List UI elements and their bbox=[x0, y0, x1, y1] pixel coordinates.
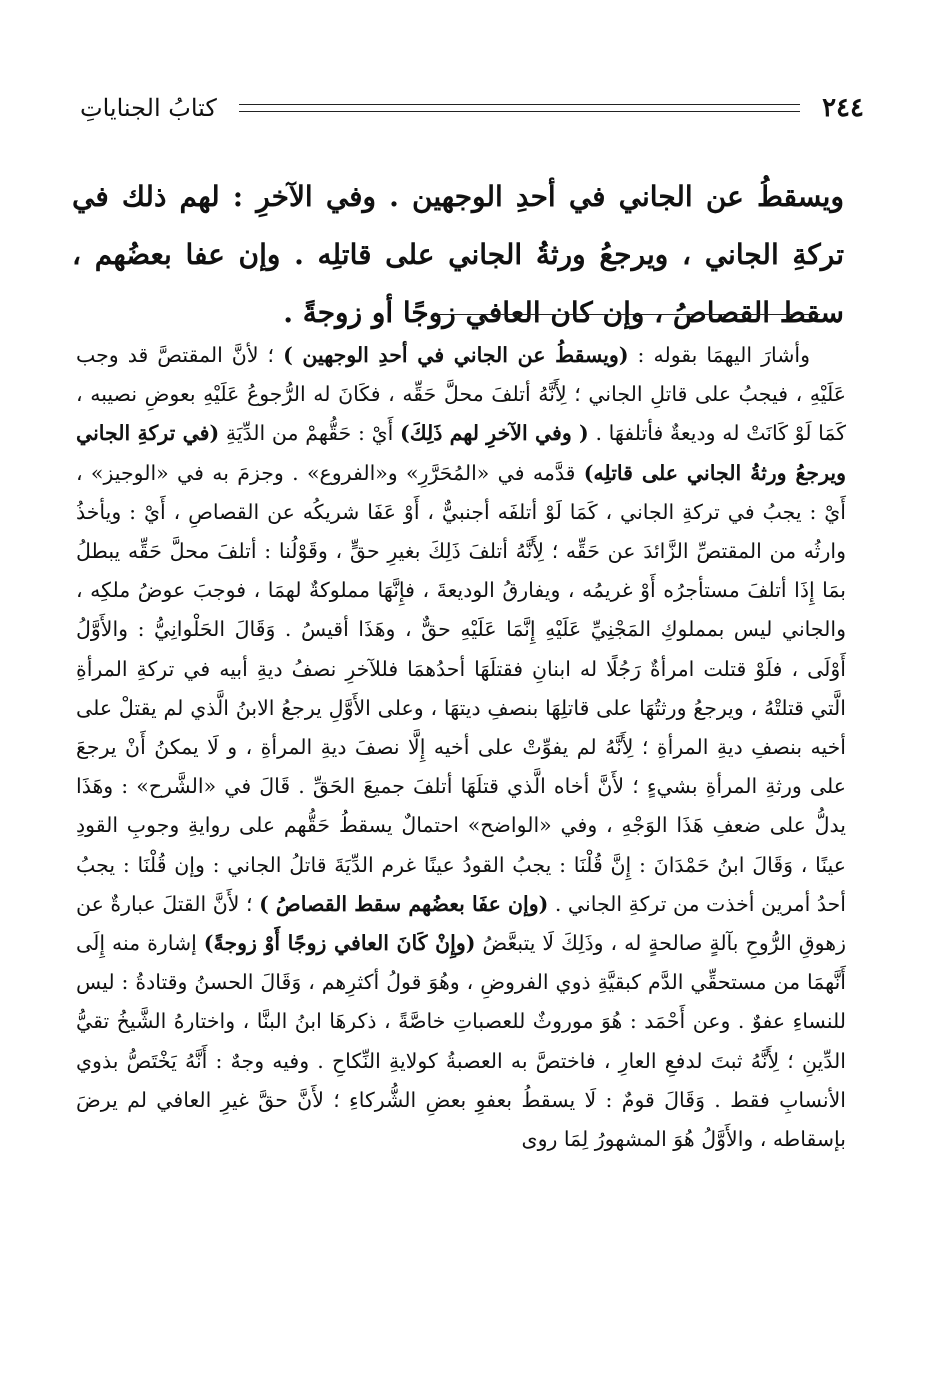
commentary-segment: وأشارَ اليهمَا بقوله : bbox=[628, 343, 810, 367]
commentary-segment: ؛ لأَنَّ القتلَ عبارةٌ عن زهوقِ الرُّوحِ بآلةٍ صالحةٍ له ، وذَلِكَ لَا يتبعَّضُ bbox=[76, 891, 846, 956]
commentary-paragraph bbox=[76, 336, 846, 1159]
commentary-text-block bbox=[76, 336, 846, 1159]
commentary-segment: أَيْ : حَقُّهمْ من الدِّيَةِ bbox=[219, 421, 401, 446]
quoted-matn: (في تركةِ الجاني ويرجعُ ورثةُ الجاني على قاتلِه) bbox=[76, 421, 847, 485]
header-double-rule bbox=[239, 104, 800, 112]
commentary-segment: إشارة منه إِلَى أَنَّهمَا من مستحقِّي الدَّم كبقيَّةِ ذوي الفروضِ ، وهُوَ قولُ أكثرِهم ، وَقَالَ الحسنُ وقتادةُ : ليس للنساءِ عفوٌ . وعن أَحْمَد : هُوَ موروثٌ للعصباتِ خاصَّةً ، ذكرهَا ابنُ البنَّا ، واختارهُ الشَّيخُ تقيُّ الدِّينِ ؛ لِأَنَّهُ ثبتَ لدفعِ العارِ ، فاختصَّ به العصبةُ كولايةِ النِّكاحِ . وفيه وجهٌ : أَنَّهُ يَخْتَصُّ بذوي الأنسابِ فقط . وَقَالَ قومٌ : لَا يسقطُ بعفوِ بعضِ الشُّركاءِ ؛ لأَنَّ حقَّ غيرِ العافي لم يرضَ بإسقاطه ، والأَوَّلُ هُوَ المشهورُ لِمَا روى bbox=[76, 931, 846, 1152]
quoted-matn: (ويسقطُ عن الجاني في أحدِ الوجهين ) bbox=[283, 343, 629, 367]
page-number: ٢٤٤ bbox=[822, 93, 864, 123]
matn-paragraph: ويسقطُ عن الجاني في أحدِ الوجهين . وفي الآخرِ : لهم ذلك في تركةِ الجاني ، ويرجعُ ورثةُ الجاني على قاتلِه . وإن عفا بعضُهم ، سقط القصاصُ ، وإن كان العافي زوجًا أو زوجةً . bbox=[72, 180, 844, 329]
matn-text-block bbox=[72, 168, 844, 342]
matn-underline bbox=[432, 314, 820, 315]
commentary-segment: ؛ لأنَّ المقتصَّ قد وجب عَلَيْهِ ، فيجبُ على قاتلِ الجاني ؛ لِأَنَّهُ أتلفَ محلَّ حَقِّه ، فكَانَ له الرُّجوعُ عَلَيْهِ بعوضِ نصيبه ، كَمَا لَوْ كَانَتْ له وديعةٌ فأتلفهَا . bbox=[76, 343, 847, 446]
running-title: كتابُ الجناياتِ bbox=[80, 94, 217, 122]
page-header bbox=[80, 88, 864, 128]
commentary-segment: قدَّمه في «المُحَرَّرِ» و«الفروع» . وجزمَ به في «الوجيز» ، أَيْ : يجبُ في تركةِ الجاني ، كَمَا لَوْ أتلفَه أجنبيٌّ ، أَوْ عَفَا شريكُه عن القصاصِ ، أَيْ : ويأخذُ وارثُه من المقتصِّ الزَّائدَ عن حَقِّه ؛ لِأَنَّهُ أتلفَ ذَلِكَ بغيرِ حقٍّ ، وقَوْلُنا : أتلفَ محلَّ حَقِّه يبطلُ بمَا إِذَا أتلفَ مستأجرُه أَوْ غريمُه ، ويفارقُ الوديعةَ ، فإِنَّهَا مملوكةٌ لهمَا ، فوجبَ عوضُ ملكِه ، والجاني ليس بمملوكِ المَجْنِيِّ عَلَيْهِ إِنَّمَا عَلَيْهِ حقٌّ ، وهَذَا أقيسُ . وَقَالَ الحَلْوانِيُّ : والأَوَّلُ أَوْلَى ، فلَوْ قتلت امرأةٌ رَجُلًا له ابنانِ فقتلَهَا أحدُهمَا فللآخرِ نصفُ ديةِ أبيه في تركةِ المرأةِ الَّتي قتلتْهُ ، ويرجعُ ورثتُهَا على قاتلِهَا بنصفِ ديتهَا ، وعلى الأَوَّلِ يرجعُ الابنُ الَّذي لم يقتلْ على أخيه بنصفِ ديةِ المرأةِ ؛ لِأَنَّهُ لم يفوِّتْ على أخيه إِلَّا نصفَ ديةِ المرأةِ ، و لَا يمكنُ أَنْ يرجعَ على ورثةِ المرأةِ بشيءٍ ؛ لأَنَّ أخاه الَّذي قتلَهَا أتلفَ جميعَ الحَقِّ . قَالَ في «الشَّرح» : وهَذَا يدلُّ على ضعفِ هَذَا الوَجْهِ ، وفي «الواضح» احتمالٌ يسقطُ حَقُّهم على روايةِ وجوبِ القودِ عينًا ، وَقَالَ ابنُ حَمْدَانَ : إِنَّ قُلْنَا : يجبُ القودُ عينًا غرم الدِّيَةَ قاتلُ الجاني : وإن قُلْنَا : يجبُ أحدُ أمرين أخذت من تركةِ الجاني . bbox=[76, 460, 846, 916]
quoted-matn: (وإن عفَا بعضُهم سقط القصاصُ ) bbox=[259, 891, 549, 916]
quoted-matn: (وإِنْ كَانَ العافي زوجًا أَوْ زوجةً) bbox=[203, 931, 476, 956]
quoted-matn: ( وفي الآخرِ لهم ذَلِكَ) bbox=[400, 421, 589, 446]
